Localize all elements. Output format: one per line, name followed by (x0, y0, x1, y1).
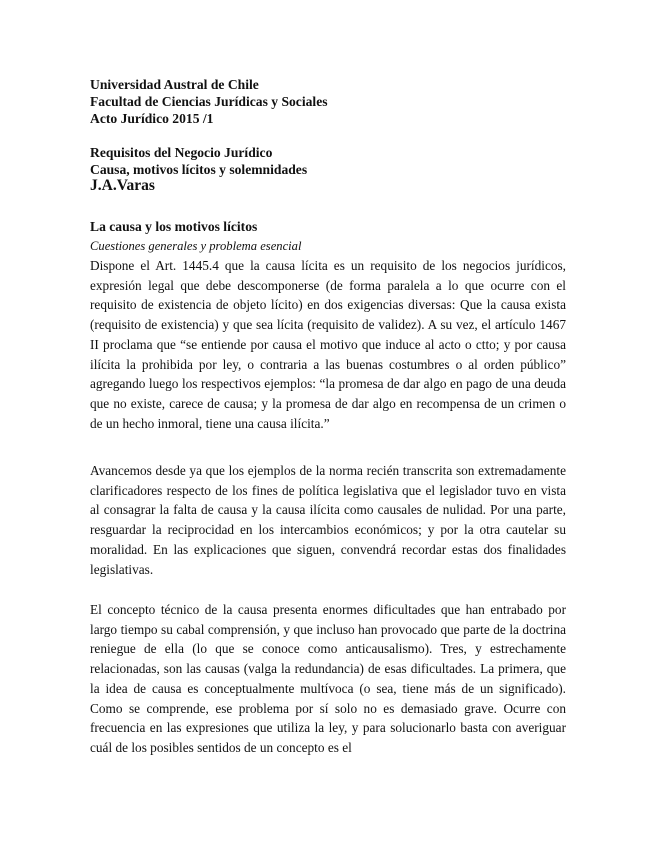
paragraph-2: Avancemos desde ya que los ejemplos de la norma recién transcrita son extremadamente clarificadores respecto de los fines de política legislativa que el legislador tuvo en vista al consagrar la falta de causa y la causa ilícita como causales de nulidad. Por una parte, resguardar la reciprocidad en los intercambios económicos; y por la otra cautelar su moralidad. En las explicaciones que siguen, convendrá recordar estas dos finalidades legislativas. (90, 463, 566, 577)
faculty-name: Facultad de Ciencias Jurídicas y Sociales (90, 94, 328, 109)
section-title: La causa y los motivos lícitos (90, 219, 258, 234)
document-title: Requisitos del Negocio Jurídico (90, 145, 273, 160)
university-name: Universidad Austral de Chile (90, 77, 259, 92)
paragraph-1: Dispone el Art. 1445.4 que la causa lícita es un requisito de los negocios jurídicos, expresión legal que debe descomponerse (de forma paralela a lo que ocurre con el requisito de existencia de objeto lícito) en dos exigencias diversas: Que la causa exista (requisito de existencia) y que sea lícita (requisito de validez). A su vez, el artículo 1467 II proclama que “se entiende por causa el motivo que induce al acto o ctto; y por causa ilícita la prohibida por ley, o contraria a las buenas costumbres o al orden público” agregando luego los respectivos ejemplos: “la promesa de dar algo en pago de una deuda que no existe, carece de causa; y la promesa de dar algo en recompensa de un crimen o de un hecho inmoral, tiene una causa ilícita.” (90, 258, 566, 431)
paragraph-3: El concepto técnico de la causa presenta enormes dificultades que han entrabado por largo tiempo su cabal comprensión, y que incluso han provocado que parte de la doctrina reniegue de ella (lo que se conoce como anticausalismo). Tres, y estrechamente relacionadas, son las causas (valga la redundancia) de esas dificultades. La primera, que la idea de causa es conceptualmente multívoca (o sea, tiene más de un significado). Como se comprende, ese problema por sí solo no es demasiado grave. Ocurre con frecuencia en las expresiones que utiliza la ley, y para solucionarlo basta con averiguar cuál de los posibles sentidos de un concepto es el (90, 602, 566, 755)
document-author: J.A.Varas (90, 177, 155, 194)
course-name: Acto Jurídico 2015 /1 (90, 111, 214, 126)
document-subtitle: Causa, motivos lícitos y solemnidades (90, 162, 308, 177)
section-subtitle: Cuestiones generales y problema esencial (90, 239, 302, 253)
